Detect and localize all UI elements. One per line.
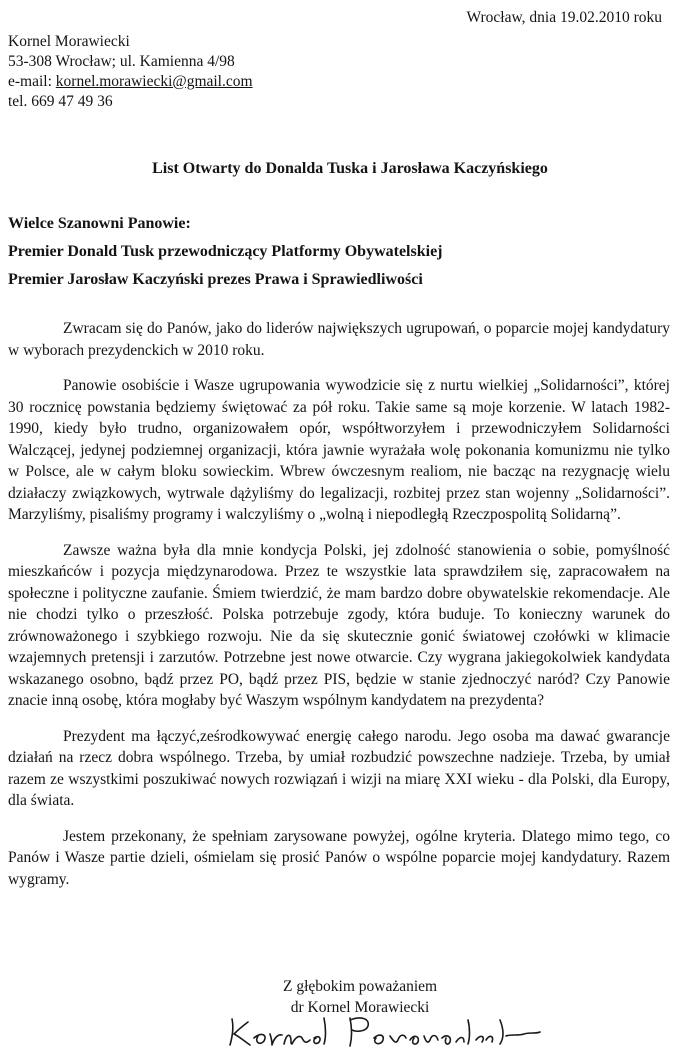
salutation-recipient-tusk: Premier Donald Tusk przewodniczący Platformy Obywatelskiej [8, 243, 443, 260]
salutation-recipient-kaczynski: Premier Jarosław Kaczyński prezes Prawa i Sprawiedliwości [8, 271, 423, 288]
closing-name: dr Kornel Morawiecki [290, 999, 430, 1016]
sender-email-line [8, 72, 253, 92]
email-link[interactable]: kornel.morawiecki@gmail.com [55, 73, 253, 90]
salutation-greeting: Wielce Szanowni Panowie: [8, 215, 191, 232]
closing-block [283, 976, 437, 1018]
sender-name: Kornel Morawiecki [8, 33, 130, 50]
sender-block [8, 32, 253, 112]
closing-regards: Z głębokim poważaniem [283, 978, 438, 995]
body-paragraph: Zawsze ważna była dla mnie kondycja Polski, jej zdolność stanowienia o sobie, pomyślność mieszkańców i pozycja międzynarodowa. Przez te wszystkie lata sprawdziłem się, zapracowałem na społeczne i polityczne zaufanie. Śmiem twierdzić, że mam bardzo dobre obywatelskie rekomendacje. Ale nie chodzi tylko o przeszłość. Polska potrzebuje zgody, która buduje. To konieczny warunek do zrównoważonego i szybkiego rozwoju. Nie da się skutecznie gonić światowej czołówki w klimacie wzajemnych pretensji i zarzutów. Potrzebne jest nowe otwarcie. Czy wygrana jakiegokolwiek kandydata wskazanego osobno, bądź przez PO, bądź przez PIS, będzie w stanie zjednoczyć naród? Czy Panowie znacie inną osobę, która mogłaby być Waszym wspólnym kandydatem na prezydenta? [8, 541, 670, 709]
body-paragraph: Jestem przekonany, że spełniam zarysowane powyżej, ogólne kryteria. Dlatego mimo tego, co Panów i Wasze partie dzieli, ośmielam się prosić Panów o wspólne poparcie mojej kandydatury. Razem wygramy. [8, 827, 670, 888]
handwritten-signature [224, 1014, 544, 1048]
letter-date: Wrocław, dnia 19.02.2010 roku [466, 9, 662, 26]
body-paragraph: Prezydent ma łączyć,ześrodkowywać energię całego narodu. Jego osoba ma dawać gwarancje działań na rzecz dobra wspólnego. Trzeba, by umiał rozbudzić powszechne nadzieje. Trzeba, by umiał razem ze wszystkimi poszukiwać nowych rozwiązań i wizji na miarę XXI wieku - dla Polski, dla Europy, dla świata. [8, 727, 670, 809]
email-label: e-mail: [8, 73, 56, 90]
sender-phone: tel. 669 47 49 36 [8, 93, 113, 110]
body-paragraph: Zwracam się do Panów, jako do liderów największych ugrupowań, o poparcie mojej kandydatury w wyborach prezydenckich w 2010 roku. [8, 320, 670, 359]
body-paragraph: Panowie osobiście i Wasze ugrupowania wywodzicie się z nurtu wielkiej „Solidarności”, której 30 rocznicę powstania będziemy świętować za pół roku. Takie same są moje korzenie. W latach 1982-1990, kiedy było trudno, organizowałem opór, współtworzyłem i przewodniczyłem Solidarności Walczącej, jedynej podziemnej organizacji, która jawnie wyrażała wolę pokonania komunizmu nie tylko w Polsce, ale w całym bloku sowieckim. Wbrew ówczesnym realiom, nie bacząc na rezygnację wielu działaczy związkowych, wytrwale dążyliśmy do legalizacji, rozbitej przez stan wojenny „Solidarności”. Marzyliśmy, pisaliśmy programy i walczyliśmy o „wolną i niepodległą Rzeczpospolitą Solidarną”. [8, 377, 670, 523]
letter-title: List Otwarty do Donalda Tuska i Jarosława Kaczyńskiego [152, 160, 548, 177]
salutation-block [8, 210, 443, 294]
sender-address: 53-308 Wrocław; ul. Kamienna 4/98 [8, 53, 235, 70]
letter-body [8, 318, 670, 904]
